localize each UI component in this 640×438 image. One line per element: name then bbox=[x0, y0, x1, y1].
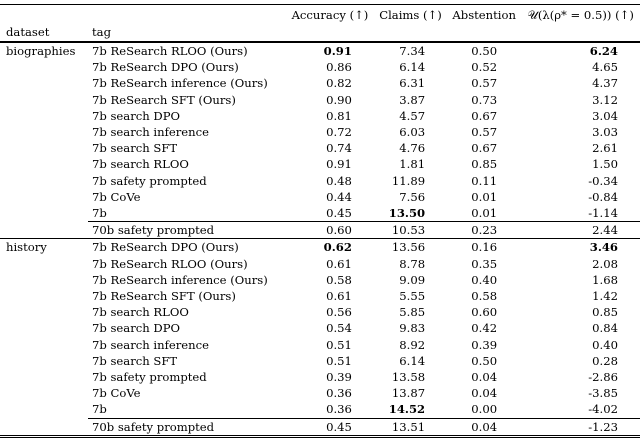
abstention-cell: 0.67 bbox=[471, 108, 498, 123]
utility-cell: 1.68 bbox=[592, 272, 618, 287]
claims-cell: 6.14 bbox=[399, 60, 426, 75]
utility-cell: 3.03 bbox=[592, 125, 618, 140]
tag-cell: 70b safety prompted bbox=[88, 418, 286, 436]
header-tag: tag bbox=[92, 24, 111, 39]
abstention-cell: 0.39 bbox=[471, 337, 498, 352]
tag-cell: 7b search DPO bbox=[92, 321, 180, 336]
accuracy-cell: 0.81 bbox=[326, 108, 352, 123]
abstention-cell: 0.04 bbox=[471, 386, 498, 401]
accuracy-cell: 0.51 bbox=[326, 353, 352, 368]
claims-cell: 13.87 bbox=[391, 386, 426, 401]
dataset-cell bbox=[0, 205, 88, 222]
utility-cell: 0.40 bbox=[592, 337, 618, 352]
tag-cell: 70b safety prompted bbox=[88, 222, 286, 239]
table-row bbox=[0, 75, 640, 91]
header-dataset-spacer bbox=[0, 5, 88, 24]
claims-cell: 10.53 bbox=[374, 222, 447, 239]
dataset-cell bbox=[0, 156, 88, 172]
dataset-cell bbox=[0, 256, 88, 272]
dataset-cell bbox=[0, 108, 88, 124]
claims-cell: 5.55 bbox=[399, 289, 426, 304]
claims-cell: 13.51 bbox=[374, 418, 447, 436]
dataset-cell: history bbox=[0, 239, 88, 256]
table-row bbox=[0, 256, 640, 272]
abstention-cell: 0.57 bbox=[471, 125, 498, 140]
utility-cell: -0.34 bbox=[588, 173, 618, 188]
utility-cell: -1.23 bbox=[521, 418, 640, 436]
dataset-cell bbox=[0, 92, 88, 108]
table-row-reference bbox=[0, 418, 640, 436]
abstention-cell: 0.11 bbox=[471, 173, 498, 188]
claims-cell: 6.03 bbox=[399, 125, 426, 140]
tag-cell: 7b search RLOO bbox=[92, 157, 189, 172]
abstention-cell: 0.52 bbox=[471, 60, 498, 75]
claims-cell: 4.57 bbox=[399, 108, 426, 123]
claims-cell: 14.52 bbox=[388, 402, 426, 417]
accuracy-cell: 0.82 bbox=[326, 76, 352, 91]
abstention-cell: 0.04 bbox=[471, 370, 498, 385]
utility-cell: 2.08 bbox=[592, 256, 618, 271]
claims-cell: 4.76 bbox=[399, 141, 426, 156]
claims-cell: 8.92 bbox=[399, 337, 426, 352]
tag-cell: 7b search SFT bbox=[92, 141, 178, 156]
claims-cell: 9.83 bbox=[399, 321, 426, 336]
accuracy-cell: 0.36 bbox=[326, 386, 352, 401]
abstention-cell: 0.23 bbox=[447, 222, 521, 239]
accuracy-cell: 0.86 bbox=[326, 60, 352, 75]
table-row bbox=[0, 59, 640, 75]
dataset-cell bbox=[0, 337, 88, 353]
table-row bbox=[0, 353, 640, 369]
abstention-cell: 0.60 bbox=[471, 305, 498, 320]
table-row bbox=[0, 239, 640, 256]
dataset-cell: biographies bbox=[0, 42, 88, 59]
utility-cell: 0.28 bbox=[592, 353, 618, 368]
accuracy-cell: 0.90 bbox=[326, 92, 352, 107]
tag-cell: 7b safety prompted bbox=[92, 173, 207, 188]
accuracy-cell: 0.91 bbox=[286, 42, 374, 59]
claims-cell: 7.34 bbox=[374, 42, 447, 59]
abstention-cell: 0.35 bbox=[471, 256, 498, 271]
dataset-cell bbox=[0, 353, 88, 369]
dataset-cell bbox=[0, 288, 88, 304]
dataset-cell bbox=[0, 75, 88, 91]
claims-cell: 7.56 bbox=[399, 189, 426, 204]
tag-cell: 7b ReSearch inference (Ours) bbox=[92, 272, 268, 287]
claims-cell: 6.14 bbox=[399, 353, 426, 368]
claims-cell: 13.56 bbox=[374, 239, 447, 256]
utility-cell: 6.24 bbox=[521, 42, 640, 59]
accuracy-cell: 0.61 bbox=[326, 256, 352, 271]
accuracy-cell: 0.48 bbox=[326, 173, 352, 188]
abstention-cell: 0.40 bbox=[471, 272, 498, 287]
tag-cell: 7b safety prompted bbox=[92, 370, 207, 385]
header-utility: 𝒰(λ(ρ* = 0.5)) (↑) bbox=[521, 5, 640, 24]
table-row bbox=[0, 92, 640, 108]
tag-cell: 7b search DPO bbox=[92, 108, 180, 123]
dataset-cell bbox=[0, 140, 88, 156]
accuracy-cell: 0.54 bbox=[326, 321, 352, 336]
tag-cell: 7b ReSearch inference (Ours) bbox=[92, 76, 268, 91]
tag-cell: 7b CoVe bbox=[92, 386, 141, 401]
utility-cell: -0.84 bbox=[588, 189, 618, 204]
abstention-cell: 0.00 bbox=[471, 402, 498, 417]
tag-cell: 7b bbox=[92, 402, 107, 417]
header-dataset: dataset bbox=[6, 24, 50, 39]
accuracy-cell: 0.62 bbox=[286, 239, 374, 256]
header-row bbox=[0, 5, 640, 24]
table-row bbox=[0, 205, 640, 222]
accuracy-cell: 0.58 bbox=[326, 272, 352, 287]
table-row-reference bbox=[0, 222, 640, 239]
dataset-cell bbox=[0, 173, 88, 189]
abstention-cell: 0.01 bbox=[471, 206, 498, 221]
utility-cell: 3.04 bbox=[592, 108, 618, 123]
header-row-2 bbox=[0, 23, 640, 42]
table-row bbox=[0, 124, 640, 140]
dataset-cell bbox=[0, 124, 88, 140]
claims-cell: 3.87 bbox=[399, 92, 426, 107]
dataset-cell bbox=[0, 385, 88, 401]
abstention-cell: 0.04 bbox=[447, 418, 521, 436]
abstention-cell: 0.73 bbox=[471, 92, 498, 107]
dataset-cell bbox=[0, 320, 88, 336]
tag-cell: 7b search inference bbox=[92, 125, 209, 140]
table-body bbox=[0, 42, 640, 436]
accuracy-cell: 0.44 bbox=[326, 189, 352, 204]
abstention-cell: 0.85 bbox=[471, 157, 498, 172]
accuracy-cell: 0.45 bbox=[326, 206, 352, 221]
accuracy-cell: 0.45 bbox=[286, 418, 374, 436]
table-row bbox=[0, 140, 640, 156]
tag-cell: 7b CoVe bbox=[92, 189, 141, 204]
results-table bbox=[0, 4, 640, 438]
utility-cell: 3.12 bbox=[592, 92, 618, 107]
utility-cell: 3.46 bbox=[521, 239, 640, 256]
claims-cell: 6.31 bbox=[399, 76, 426, 91]
accuracy-cell: 0.72 bbox=[326, 125, 352, 140]
utility-cell: 4.37 bbox=[592, 76, 618, 91]
claims-cell: 5.85 bbox=[399, 305, 426, 320]
claims-cell: 11.89 bbox=[391, 173, 426, 188]
table-row bbox=[0, 401, 640, 418]
dataset-cell bbox=[0, 222, 88, 239]
claims-cell: 9.09 bbox=[399, 272, 426, 287]
table-row bbox=[0, 156, 640, 172]
dataset-cell bbox=[0, 304, 88, 320]
abstention-cell: 0.42 bbox=[471, 321, 498, 336]
accuracy-cell: 0.36 bbox=[326, 402, 352, 417]
tag-cell: 7b search SFT bbox=[92, 353, 178, 368]
accuracy-cell: 0.39 bbox=[326, 370, 352, 385]
tag-cell: 7b ReSearch SFT (Ours) bbox=[92, 289, 236, 304]
accuracy-cell: 0.61 bbox=[326, 289, 352, 304]
accuracy-cell: 0.74 bbox=[326, 141, 352, 156]
claims-cell: 8.78 bbox=[399, 256, 426, 271]
header-abstention: Abstention bbox=[447, 5, 521, 24]
header-accuracy: Accuracy (↑) bbox=[286, 5, 374, 24]
accuracy-cell: 0.51 bbox=[326, 337, 352, 352]
table-row bbox=[0, 108, 640, 124]
table-row bbox=[0, 320, 640, 336]
tag-cell: 7b search RLOO bbox=[92, 305, 189, 320]
dataset-cell bbox=[0, 59, 88, 75]
utility-cell: 0.85 bbox=[592, 305, 618, 320]
tag-cell: 7b ReSearch RLOO (Ours) bbox=[92, 256, 248, 271]
tag-cell: 7b ReSearch SFT (Ours) bbox=[92, 92, 236, 107]
utility-cell: -1.14 bbox=[588, 206, 618, 221]
tag-cell: 7b bbox=[92, 206, 107, 221]
utility-cell: -2.86 bbox=[588, 370, 618, 385]
table-row bbox=[0, 337, 640, 353]
abstention-cell: 0.16 bbox=[447, 239, 521, 256]
abstention-cell: 0.58 bbox=[471, 289, 498, 304]
table-row bbox=[0, 189, 640, 205]
accuracy-cell: 0.91 bbox=[326, 157, 352, 172]
utility-cell: 1.42 bbox=[592, 289, 618, 304]
claims-cell: 1.81 bbox=[399, 157, 426, 172]
dataset-cell bbox=[0, 272, 88, 288]
abstention-cell: 0.01 bbox=[471, 189, 498, 204]
utility-cell: 1.50 bbox=[592, 157, 618, 172]
claims-cell: 13.50 bbox=[388, 206, 426, 221]
utility-cell: 4.65 bbox=[592, 60, 618, 75]
utility-cell: 2.44 bbox=[521, 222, 640, 239]
table-row bbox=[0, 369, 640, 385]
abstention-cell: 0.67 bbox=[471, 141, 498, 156]
dataset-cell bbox=[0, 189, 88, 205]
abstention-cell: 0.50 bbox=[447, 42, 521, 59]
utility-cell: -4.02 bbox=[588, 402, 618, 417]
tag-cell: 7b ReSearch RLOO (Ours) bbox=[88, 42, 286, 59]
utility-cell: 0.84 bbox=[592, 321, 618, 336]
dataset-cell bbox=[0, 401, 88, 418]
accuracy-cell: 0.56 bbox=[326, 305, 352, 320]
dataset-cell bbox=[0, 369, 88, 385]
tag-cell: 7b ReSearch DPO (Ours) bbox=[92, 60, 239, 75]
table-row bbox=[0, 385, 640, 401]
header-claims: Claims (↑) bbox=[374, 5, 447, 24]
utility-cell: 2.61 bbox=[592, 141, 618, 156]
accuracy-cell: 0.60 bbox=[286, 222, 374, 239]
table-row bbox=[0, 288, 640, 304]
abstention-cell: 0.57 bbox=[471, 76, 498, 91]
table-row bbox=[0, 42, 640, 59]
utility-cell: -3.85 bbox=[588, 386, 618, 401]
tag-cell: 7b ReSearch DPO (Ours) bbox=[88, 239, 286, 256]
dataset-cell bbox=[0, 418, 88, 436]
abstention-cell: 0.50 bbox=[471, 353, 498, 368]
table-row bbox=[0, 173, 640, 189]
tag-cell: 7b search inference bbox=[92, 337, 209, 352]
table-row bbox=[0, 304, 640, 320]
table-row bbox=[0, 272, 640, 288]
claims-cell: 13.58 bbox=[391, 370, 426, 385]
header-tag-spacer bbox=[88, 5, 286, 24]
